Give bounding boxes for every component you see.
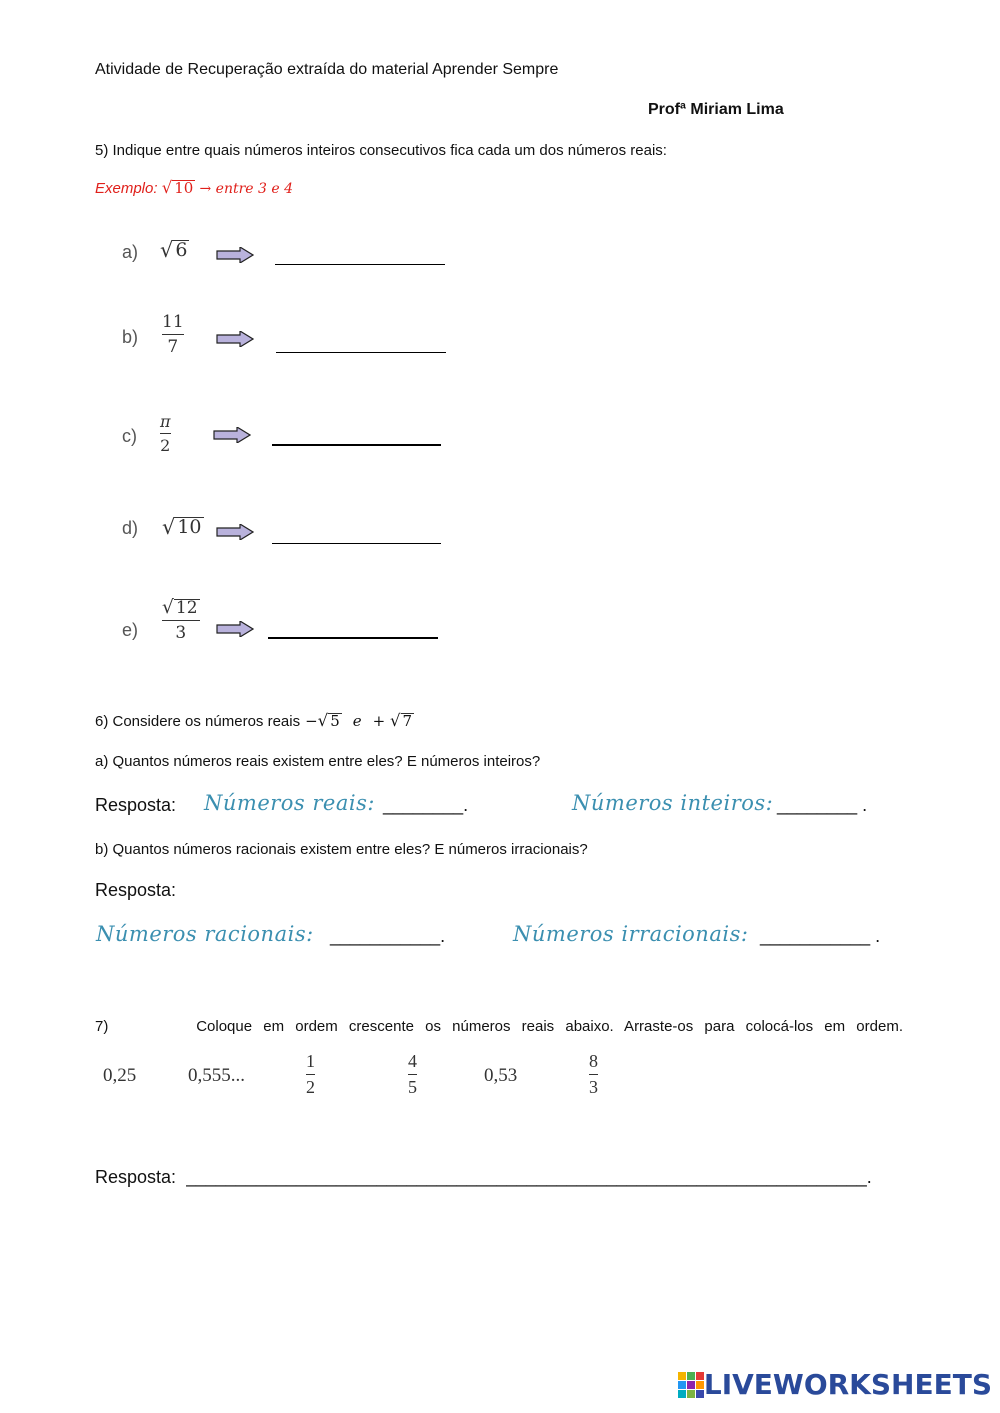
item-c-numerator: π bbox=[160, 412, 171, 431]
item-e-arrow-icon bbox=[216, 621, 254, 637]
q7-value-4-5[interactable] bbox=[408, 1051, 417, 1098]
q7-number: 7) bbox=[95, 1018, 109, 1035]
item-d-arrow-icon bbox=[216, 524, 254, 540]
q6-conj: e bbox=[352, 712, 362, 730]
item-a-expression: √ 6 bbox=[160, 238, 188, 262]
item-e-answer-line[interactable] bbox=[268, 627, 438, 639]
q7-v4-den: 5 bbox=[408, 1077, 417, 1097]
q6-number-2: + √ 7 bbox=[372, 711, 413, 730]
q7-v3-num: 1 bbox=[306, 1051, 315, 1071]
q5-example bbox=[95, 180, 293, 197]
example-tail: → entre 3 e 4 bbox=[199, 181, 294, 197]
q6-a-answer-label: Resposta: bbox=[95, 795, 177, 815]
item-b-numerator: 11 bbox=[162, 312, 184, 332]
q7-v6-den: 3 bbox=[589, 1077, 598, 1097]
q6-prompt: 6) Considere os números reais bbox=[95, 713, 301, 730]
q7-value-0-53[interactable]: 0,53 bbox=[484, 1065, 518, 1086]
item-c-answer-line[interactable] bbox=[272, 434, 441, 446]
q6-a-reais-label: Números reais: bbox=[204, 791, 375, 815]
q5-prompt: 5) Indique entre quais números inteiros consecutivos fica cada um dos números reais: bbox=[95, 142, 667, 159]
q7-v6-num: 8 bbox=[589, 1051, 598, 1071]
item-b-arrow-icon bbox=[216, 331, 254, 347]
q6-number-1: − √ 5 bbox=[305, 711, 340, 730]
q7-prompt: Coloque em ordem crescente os números reais abaixo. Arraste-os para colocá-los em ordem. bbox=[196, 1018, 903, 1035]
q6-b-prompt: b) Quantos números racionais existem entre eles? E números irracionais? bbox=[95, 841, 588, 858]
q6-a-prompt: a) Quantos números reais existem entre eles? E números inteiros? bbox=[95, 753, 541, 770]
item-c-arrow-icon bbox=[213, 427, 251, 443]
item-c-letter: c) bbox=[122, 426, 137, 446]
worksheet-title: Atividade de Recuperação extraída do material Aprender Sempre bbox=[95, 61, 559, 78]
q6-a-inteiros-blank[interactable]: ________ . bbox=[777, 795, 868, 815]
item-b-denominator: 7 bbox=[167, 337, 179, 357]
item-b-fraction bbox=[162, 312, 184, 357]
q6-prompt-line bbox=[95, 712, 414, 730]
item-e-letter: e) bbox=[122, 620, 139, 640]
q7-answer-line[interactable]: ____________________________________________________________________. bbox=[186, 1167, 872, 1187]
example-label: Exemplo: bbox=[95, 180, 158, 197]
q7-prompt-line bbox=[95, 1018, 903, 1035]
q7-value-1-2[interactable] bbox=[306, 1051, 315, 1098]
item-d-answer-line[interactable] bbox=[272, 533, 441, 544]
q7-value-0-555[interactable]: 0,555... bbox=[188, 1065, 245, 1086]
q7-value-0-25[interactable]: 0,25 bbox=[103, 1065, 137, 1086]
teacher-name: Profª Miriam Lima bbox=[648, 101, 784, 118]
item-a-answer-line[interactable] bbox=[275, 254, 445, 265]
item-b-answer-line[interactable] bbox=[276, 342, 446, 353]
q7-answer-label: Resposta: bbox=[95, 1167, 177, 1187]
q6-b-irracionais-blank[interactable]: ___________ . bbox=[760, 926, 881, 946]
q6-b-racionais-label: Números racionais: bbox=[96, 922, 314, 946]
liveworksheets-logo-icon bbox=[678, 1372, 704, 1398]
q6-a-inteiros-label: Números inteiros: bbox=[572, 791, 774, 815]
q6-b-racionais-blank[interactable]: ___________. bbox=[330, 926, 446, 946]
item-d-letter: d) bbox=[122, 518, 139, 538]
item-b-letter: b) bbox=[122, 327, 139, 347]
q6-b-irracionais-label: Números irracionais: bbox=[513, 922, 749, 946]
q6-a-reais-blank[interactable]: ________. bbox=[383, 795, 469, 815]
liveworksheets-logo bbox=[678, 1368, 992, 1401]
item-c-denominator: 2 bbox=[160, 436, 171, 455]
item-d-expression: √ 10 bbox=[162, 515, 202, 539]
item-e-denominator: 3 bbox=[175, 622, 187, 643]
item-a-letter: a) bbox=[122, 242, 139, 262]
item-c-fraction bbox=[160, 412, 171, 455]
liveworksheets-brand: LIVEWORKSHEETS bbox=[703, 1368, 992, 1401]
example-sqrt: √ 10 bbox=[161, 178, 194, 197]
q6-b-answer-label: Resposta: bbox=[95, 880, 177, 900]
item-e-fraction: √ 12 3 bbox=[162, 597, 198, 643]
q7-v3-den: 2 bbox=[306, 1077, 315, 1097]
item-a-arrow-icon bbox=[216, 247, 254, 263]
q7-value-8-3[interactable] bbox=[589, 1051, 598, 1098]
q7-v4-num: 4 bbox=[408, 1051, 417, 1071]
